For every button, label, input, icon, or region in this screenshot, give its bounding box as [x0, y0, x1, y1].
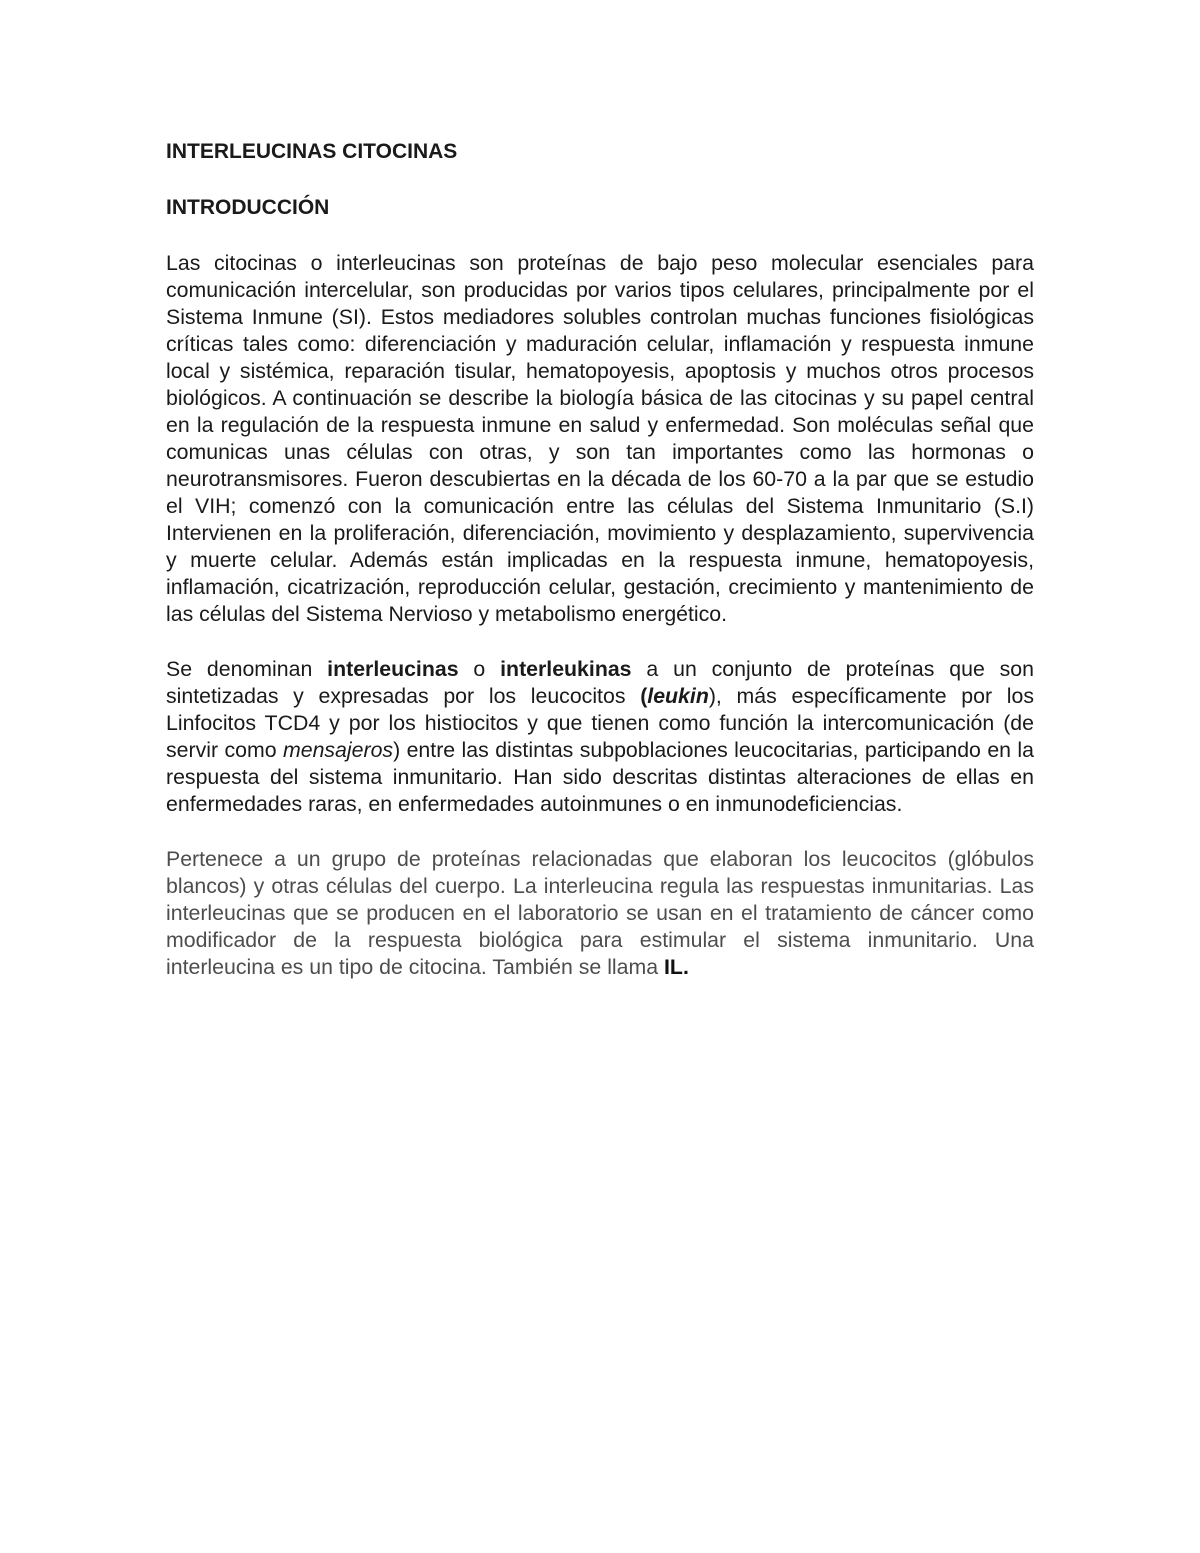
- bold-open-paren: (: [640, 684, 648, 708]
- text-span: ), más específicamente por los Linfocitos TCD4 y por los histiocitos y que tienen como función la intercomunicación (de servir como: [166, 684, 1034, 762]
- text-span: o: [458, 657, 501, 681]
- paragraph-intro: Las citocinas o interleucinas son proteínas de bajo peso molecular esenciales para comunicación intercelular, son producidas por varios tipos celulares, principalmente por el Sistema Inmune (SI). Estos mediadores solubles controlan muchas funciones fisiológicas críticas tales como: diferenciación y maduración celular, inflamación y respuesta inmune local y sistémica, reparación tisular, hematopoyesis, apoptosis y muchos otros procesos biológicos. A continuación se describe la biología básica de las citocinas y su papel central en la regulación de la respuesta inmune en salud y enfermedad. Son moléculas señal que comunicas unas células con otras, y son tan importantes como las hormonas o neurotransmisores. Fueron descubiertas en la década de los 60-70 a la par que se estudio el VIH; comenzó con la comunicación entre las células del Sistema Inmunitario (S.I) Intervienen en la proliferación, diferenciación, movimiento y desplazamiento, supervivencia y muerte celular. Además están implicadas en la respuesta inmune, hematopoyesis, inflamación, cicatrización, reproducción celular, gestación, crecimiento y mantenimiento de las células del Sistema Nervioso y metabolismo energético.: [166, 251, 1034, 626]
- document-title: INTERLEUCINAS CITOCINAS: [166, 140, 458, 163]
- document-body: [166, 138, 1034, 981]
- bold-italic-term-leukin: [647, 684, 709, 708]
- text-span: Se denominan: [166, 657, 328, 681]
- paragraph-summary: [166, 846, 1034, 981]
- italic-leukin: leukin: [647, 684, 709, 708]
- bold-term-interleukinas: interleukinas: [500, 657, 632, 681]
- italic-term-mensajeros: mensajeros: [282, 738, 394, 762]
- paragraph-definition: [166, 656, 1034, 818]
- bold-term-interleucinas: interleucinas: [327, 657, 459, 681]
- text-span: a un conjunto de proteínas que son sintetizadas y expresadas por los leucocitos: [166, 657, 1034, 708]
- text-span: Pertenece a un grupo de proteínas relacionadas que elaboran los leucocitos (glóbulos blancos) y otras células del cuerpo. La interleucina regula las respuestas inmunitarias. Las interleucinas que se producen en el laboratorio se usan en el tratamiento de cáncer como modificador de la respuesta biológica para estimular el sistema inmunitario. Una interleucina es un tipo de citocina. También se llama: [166, 847, 1034, 979]
- bold-term-il: IL.: [664, 955, 689, 979]
- text-span: ) entre las distintas subpoblaciones leucocitarias, participando en la respuesta del sistema inmunitario. Han sido descritas distintas alteraciones de ellas en enfermedades raras, en enfermedades autoinmunes o en inmunodeficiencias.: [166, 738, 1035, 816]
- section-heading: INTRODUCCIÓN: [166, 196, 330, 219]
